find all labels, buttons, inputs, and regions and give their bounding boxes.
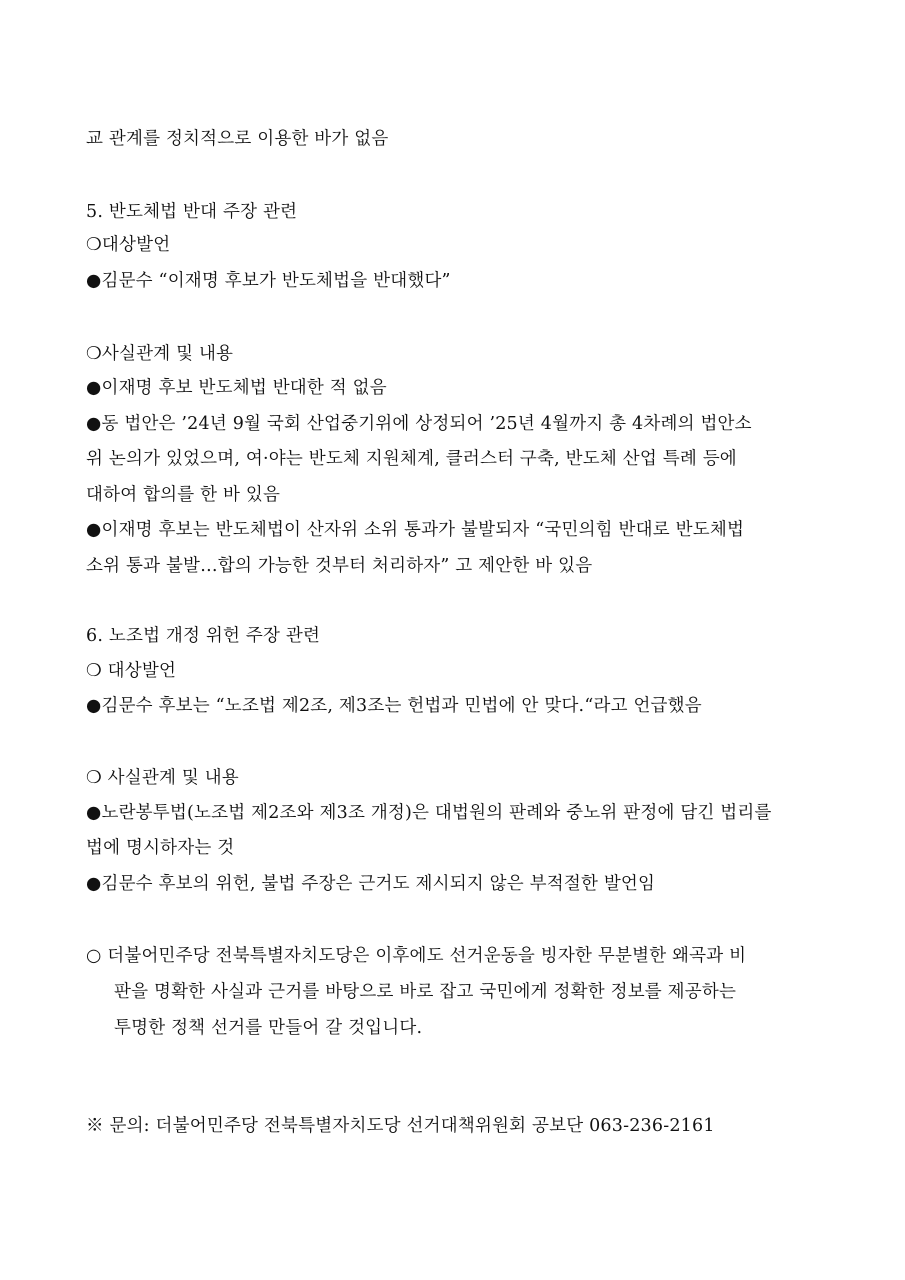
target-statement-quote: ●김문수 후보는 “노조법 제2조, 제3조는 헌법과 민법에 안 맞다.“라고 언급했음 — [86, 696, 702, 716]
fact-bullet-continuation: 대하여 합의를 한 바 있음 — [86, 485, 281, 505]
fact-bullet-continuation: 법에 명시하자는 것 — [86, 838, 235, 858]
facts-label: ❍사실관계 및 내용 — [86, 344, 234, 364]
target-statement-label: ❍대상발언 — [86, 235, 171, 255]
target-statement-quote: ●김문수 “이재명 후보가 반도체법을 반대했다” — [86, 271, 451, 291]
fact-bullet: ●노란봉투법(노조법 제2조와 제3조 개정)은 대법원의 판례와 중노위 판정에 담긴 법리를 — [86, 803, 772, 823]
fact-bullet-continuation: 소위 통과 불발…합의 가능한 것부터 처리하자” 고 제안한 바 있음 — [86, 556, 593, 576]
fact-bullet: ●이재명 후보 반도체법 반대한 적 없음 — [86, 378, 387, 398]
target-statement-label: ❍ 대상발언 — [86, 661, 177, 681]
section-6-heading: 6. 노조법 개정 위헌 주장 관련 — [86, 626, 321, 646]
fact-bullet-continuation: 위 논의가 있었으며, 여·야는 반도체 지원체계, 클러스터 구축, 반도체 산업 특례 등에 — [86, 449, 737, 469]
fact-bullet: ●동 법안은 ’24년 9월 국회 산업중기위에 상정되어 ’25년 4월까지 총 4차례의 법안소 — [86, 414, 752, 434]
fact-bullet: ●이재명 후보는 반도체법이 산자위 소위 통과가 불발되자 “국민의힘 반대로 반도체법 — [86, 520, 745, 540]
contact-info: ※ 문의: 더불어민주당 전북특별자치도당 선거대책위원회 공보단 063-236-2161 — [86, 1116, 715, 1136]
section-5-heading: 5. 반도체법 반대 주장 관련 — [86, 202, 298, 222]
closing-statement-continuation: 판을 명확한 사실과 근거를 바탕으로 바로 잡고 국민에게 정확한 정보를 제공하는 — [114, 982, 737, 1002]
continuation-line: 교 관계를 정치적으로 이용한 바가 없음 — [86, 129, 389, 149]
closing-statement-continuation: 투명한 정책 선거를 만들어 갈 것입니다. — [114, 1018, 423, 1038]
fact-bullet: ●김문수 후보의 위헌, 불법 주장은 근거도 제시되지 않은 부적절한 발언임 — [86, 874, 656, 894]
facts-label: ❍ 사실관계 및 내용 — [86, 768, 239, 788]
closing-statement: ○ 더불어민주당 전북특별자치도당은 이후에도 선거운동을 빙자한 무분별한 왜곡과 비 — [86, 946, 747, 966]
